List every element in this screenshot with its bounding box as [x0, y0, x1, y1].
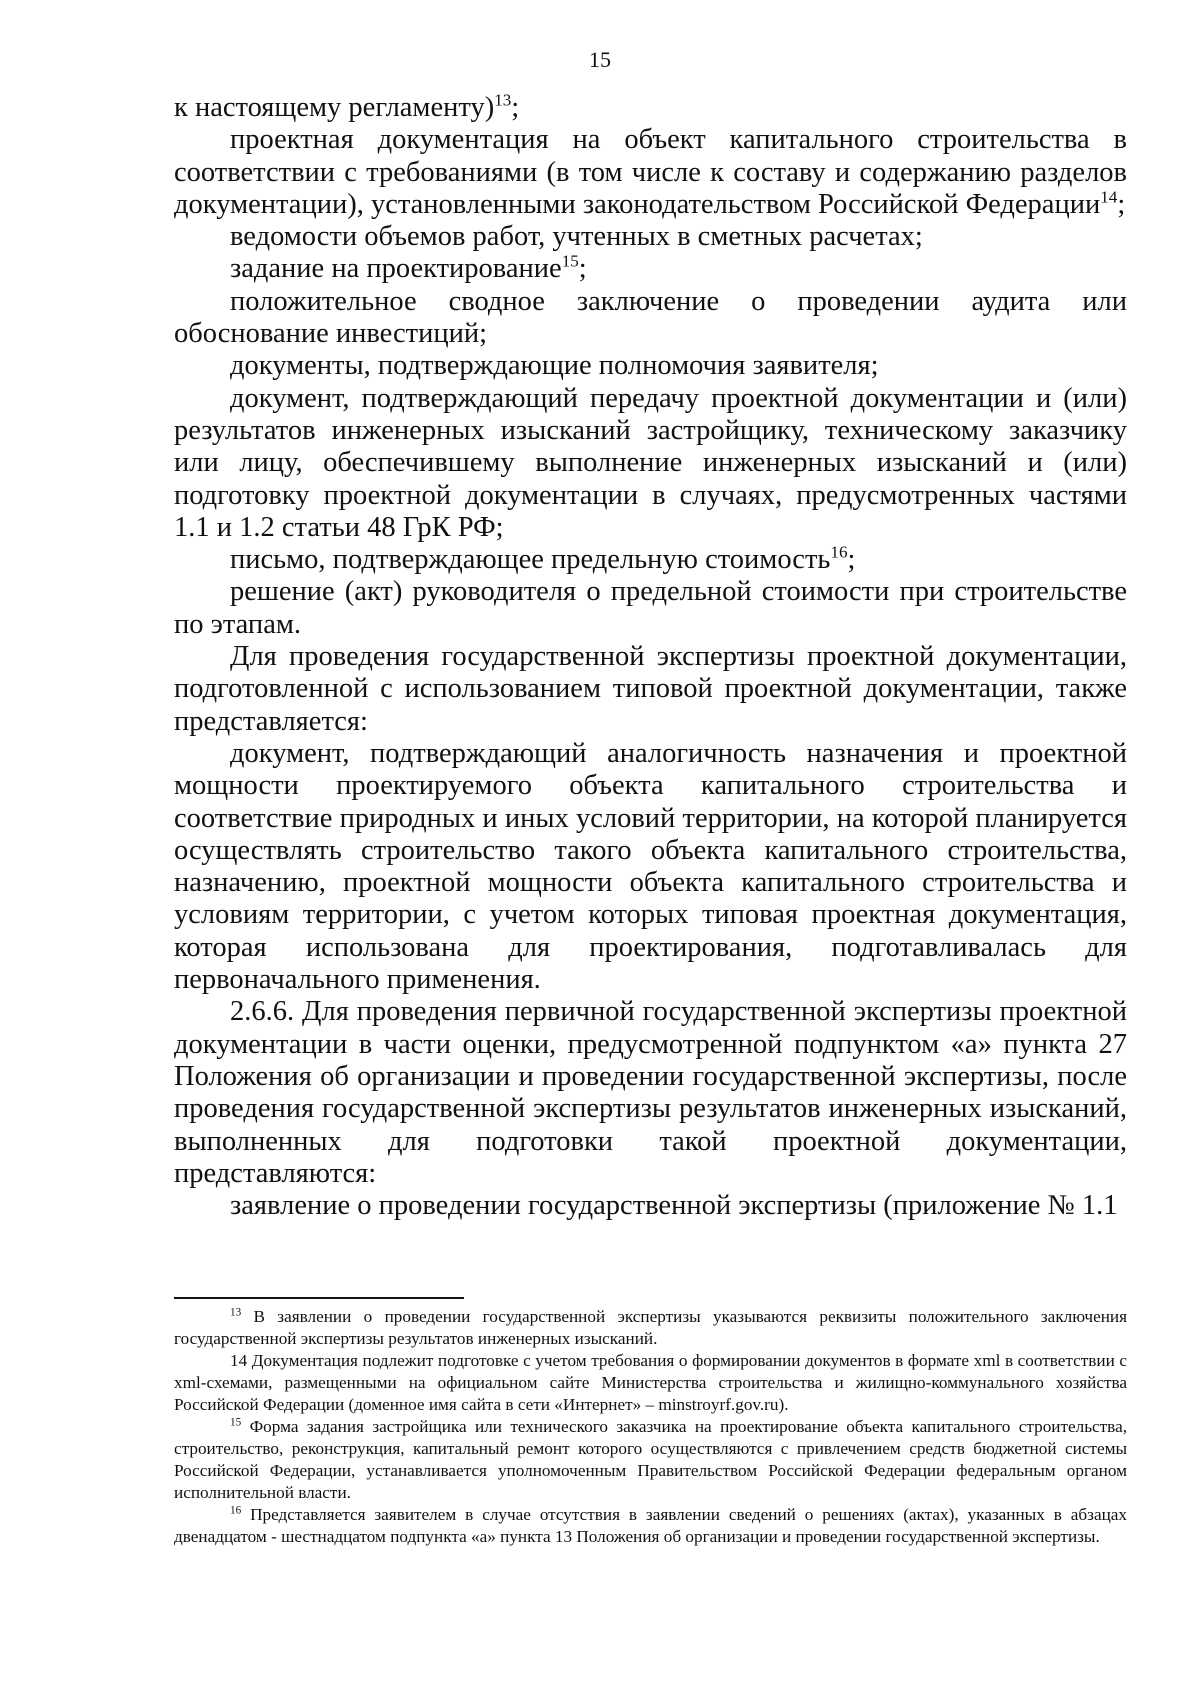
footnote-mark: 16 — [230, 1504, 242, 1517]
paragraph: документы, подтверждающие полномочия заявителя; — [230, 350, 879, 382]
footnote-ref: 15 — [561, 251, 579, 271]
paragraph: 2.6.6. Для проведения первичной государственной экспертизы проектной документации в части оценки, предусмотренной подпунктом «а» пункта 27 Положения об организации и проведении государственной экспертизы, после проведения государственной экспертизы результатов инженерных изысканий, выполненных для подготовки такой проектной документации, представляются: — [174, 996, 1127, 1189]
footnote-ref: 16 — [830, 542, 848, 562]
paragraph: Для проведения государственной экспертизы проектной документации, подготовленной с использованием типовой проектной документации, также представляется: — [174, 641, 1127, 737]
paragraph: к настоящему регламенту)$^{13}$; — [174, 90, 520, 123]
paragraph: письмо, подтверждающее предельную стоимость$^{16}$; — [230, 542, 856, 576]
paragraph: задание на проектирование$^{15}$; — [230, 251, 587, 285]
paragraph: документ, подтверждающий передачу проектной документации и (или) результатов инженерных изысканий застройщику, техническому заказчику или лицу, обеспечившему выполнение инженерных изысканий и (или) подготовку проектной документации в случаях, предусмотренных частями 1.1 и 1.2 статьи 48 ГрК РФ; — [174, 382, 1127, 543]
footnote: $^{16}$ Представляется заявителем в случае отсутствия в заявлении сведений о решениях (актах), указанных в абзацах двенадцатом - шестнадцатом подпункта «а» пункта 13 Положения об организации и проведении государственной экспертизы. — [174, 1504, 1127, 1546]
footnote-separator — [174, 1297, 464, 1299]
paragraph: заявление о проведении государственной экспертизы (приложение № 1.1 — [230, 1190, 1118, 1222]
footnotes — [174, 1306, 1127, 1548]
footnote-mark: 15 — [230, 1416, 242, 1429]
footnote: 14 Документация подлежит подготовке с учетом требования о формировании документов в формате xml в соответствии с xml-схемами, размещенными на официальном сайте Министерства строительства и жилищно-коммунального хозяйства Российской Федерации (доменное имя сайта в сети «Интернет» – minstroyrf.gov.ru). — [174, 1351, 1127, 1414]
paragraph: ведомости объемов работ, учтенных в сметных расчетах; — [230, 221, 923, 253]
footnote-mark: 13 — [230, 1306, 242, 1319]
paragraph: проектная документация на объект капитального строительства в соответствии с требованиями (в том числе к составу и содержанию разделов документации), установленными законодательством Российской Федерации$^{14}$; — [174, 124, 1127, 220]
page-number: 15 — [589, 47, 611, 72]
document-body — [174, 92, 1127, 1222]
footnote-ref: 14 — [1100, 187, 1118, 207]
footnote: $^{13}$ В заявлении о проведении государственной экспертизы указываются реквизиты положительного заключения государственной экспертизы результатов инженерных изысканий. — [174, 1306, 1127, 1348]
paragraph: решение (акт) руководителя о предельной стоимости при строительстве по этапам. — [174, 576, 1127, 640]
paragraph: документ, подтверждающий аналогичность назначения и проектной мощности проектируемого объекта капитального строительства и соответствие природных и иных условий территории, на которой планируется осуществлять строительство такого объекта капитального строительства, назначению, проектной мощности объекта капитального строительства и условиям территории, с учетом которых типовая проектная документация, которая использована для проектирования, подготавливалась для первоначального применения. — [174, 737, 1127, 996]
footnote-ref: 13 — [494, 90, 512, 110]
footnote: $^{15}$ Форма задания застройщика или технического заказчика на проектирование объекта капитального строительства, строительство, реконструкция, капитальный ремонт которого осуществляются с привлечением средств бюджетной системы Российской Федерации, устанавливается уполномоченным Правительством Российской Федерации федеральным органом исполнительной власти. — [174, 1416, 1127, 1502]
paragraph: положительное сводное заключение о проведении аудита или обоснование инвестиций; — [174, 285, 1127, 350]
